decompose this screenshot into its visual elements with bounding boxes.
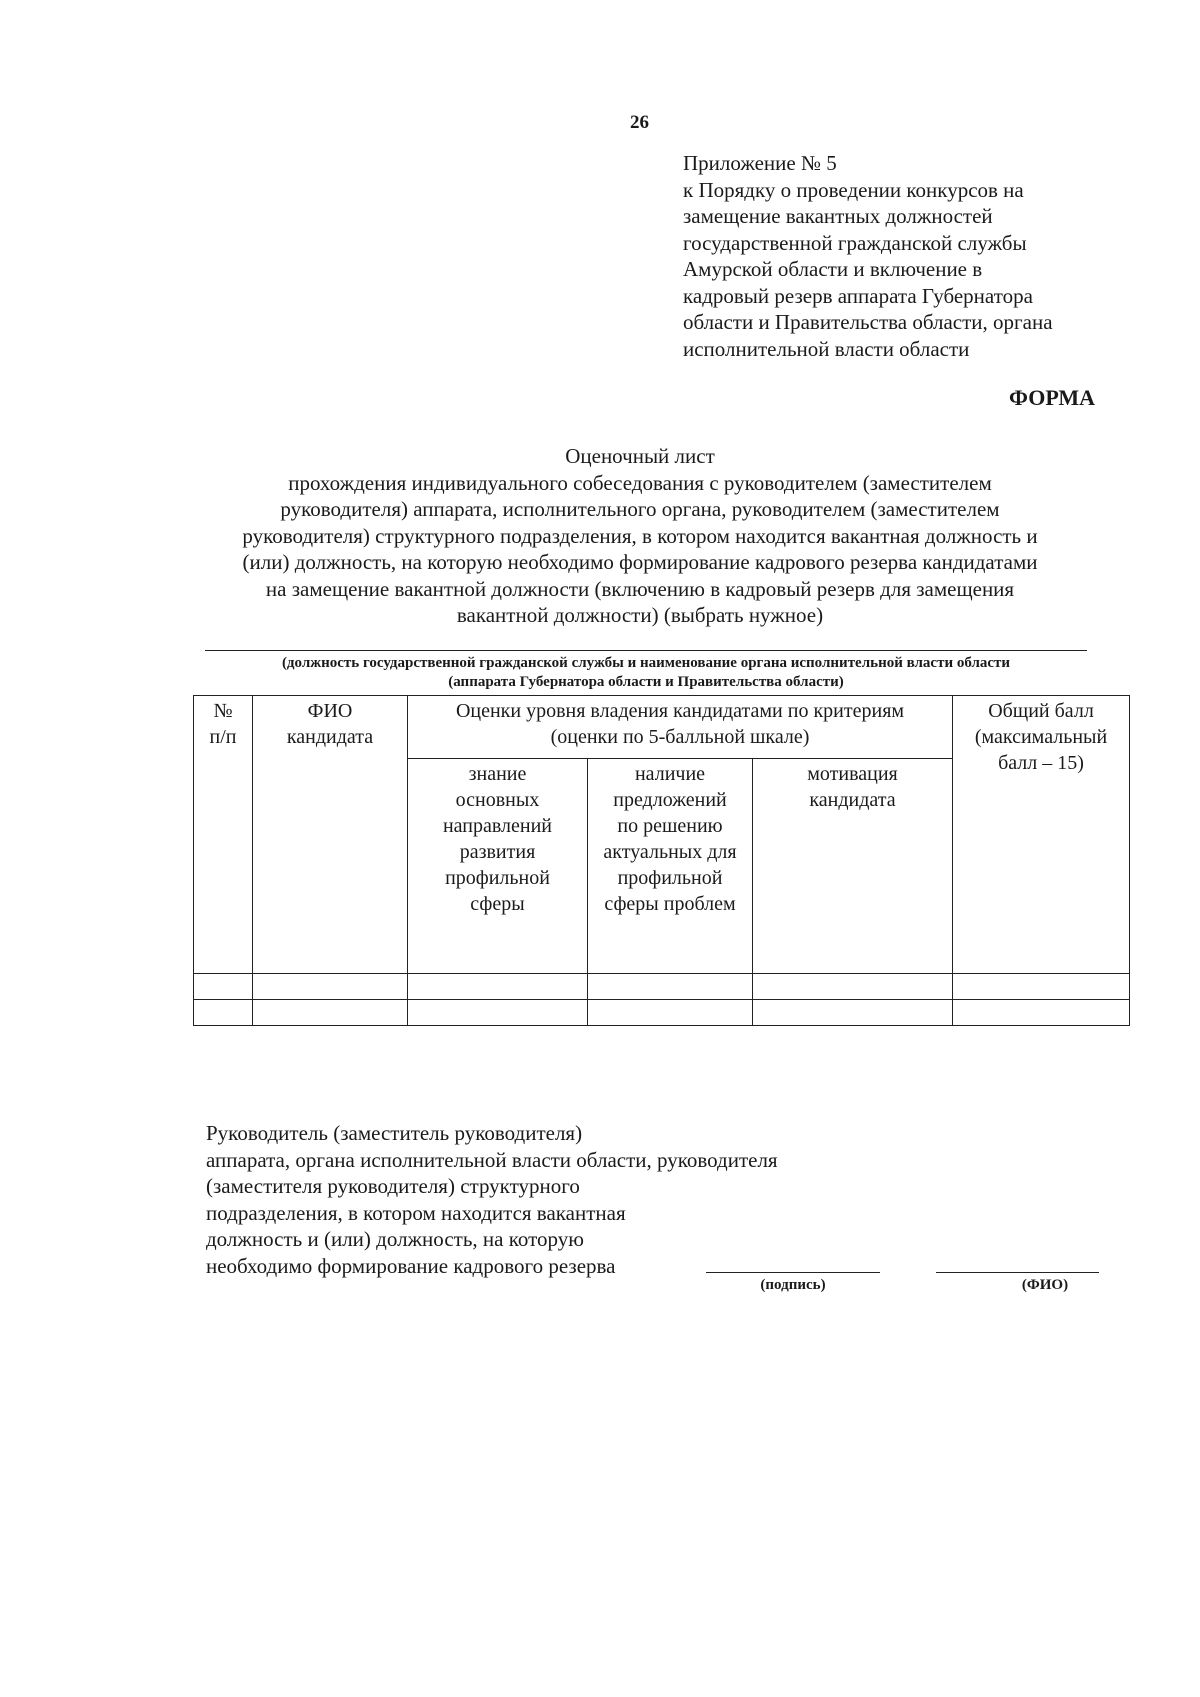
table-row [194, 1000, 1130, 1026]
fio-fill-line[interactable] [936, 1272, 1099, 1273]
page-number: 26 [630, 112, 649, 133]
position-caption [205, 654, 1087, 692]
signature-line: должность и (или) должность, на которую [206, 1227, 584, 1251]
signature-fill-line[interactable] [706, 1272, 880, 1273]
signature-line: подразделения, в котором находится вакантная [206, 1200, 626, 1225]
cell-total-score[interactable] [953, 974, 1130, 1000]
position-caption-line: (должность государственной гражданской службы и наименование органа исполнительной власти области [281, 655, 1011, 671]
document-title [200, 443, 1080, 629]
appendix-line: исполнительной власти области [683, 336, 970, 361]
evaluation-table [193, 695, 1130, 1026]
appendix-line: государственной гражданской службы [683, 230, 1027, 255]
title-line: вакантной должности) (выбрать нужное) [456, 603, 824, 627]
cell-number[interactable] [194, 1000, 253, 1026]
form-label: ФОРМА [1009, 385, 1095, 410]
cell-motivation-score[interactable] [753, 1000, 953, 1026]
position-fill-line[interactable] [205, 650, 1087, 651]
appendix-line: кадровый резерв аппарата Губернатора [683, 283, 1033, 308]
cell-knowledge-score[interactable] [408, 1000, 588, 1026]
title-line: на замещение вакантной должности (включению в кадровый резерв для замещения [265, 576, 1015, 601]
title-line: руководителя) аппарата, исполнительного органа, руководителем (заместителем [280, 497, 1000, 521]
cell-knowledge-score[interactable] [408, 974, 588, 1000]
signature-line: Руководитель (заместитель руководителя) [206, 1121, 583, 1145]
appendix-line: области и Правительства области, органа [683, 310, 1053, 334]
table-header-row [194, 696, 1130, 759]
cell-fio[interactable] [253, 1000, 408, 1026]
fio-caption: (ФИО) [1021, 1277, 1069, 1293]
cell-number[interactable] [194, 974, 253, 1000]
signature-caption: (подпись) [760, 1277, 826, 1293]
cell-proposals-score[interactable] [588, 1000, 753, 1026]
signature-line: аппарата, органа исполнительной власти области, руководителя [206, 1147, 778, 1172]
signature-line: (заместителя руководителя) структурного [206, 1174, 580, 1198]
table-row [194, 974, 1130, 1000]
appendix-line: Приложение № 5 [683, 151, 837, 175]
col-scores-header: Оценки уровня владения кандидатами по критериям (оценки по 5-балльной шкале) [408, 696, 953, 759]
col-number-header: № п/п [194, 696, 253, 974]
position-caption-line: (аппарата Губернатора области и Правительства области) [448, 674, 844, 690]
cell-total-score[interactable] [953, 1000, 1130, 1026]
cell-fio[interactable] [253, 974, 408, 1000]
title-line: (или) должность, на которую необходимо формирование кадрового резерва кандидатами [242, 550, 1038, 574]
criterion-knowledge-header: знание основных направлений развития профильной сферы [408, 759, 588, 974]
appendix-line: замещение вакантных должностей [683, 204, 993, 228]
title-line: руководителя) структурного подразделения, в котором находится вакантная должность и [242, 523, 1038, 548]
title-line: прохождения индивидуального собеседования с руководителем (заместителем [288, 470, 992, 495]
col-fio-header: ФИО кандидата [253, 696, 408, 974]
appendix-header [683, 150, 1103, 362]
signature-block [206, 1120, 856, 1279]
criterion-proposals-header: наличие предложений по решению актуальных для профильной сферы проблем [588, 759, 753, 974]
appendix-line: Амурской области и включение в [683, 257, 983, 281]
signature-line: необходимо формирование кадрового резерва [206, 1253, 616, 1278]
appendix-line: к Порядку о проведении конкурсов на [683, 177, 1024, 202]
title-line: Оценочный лист [565, 444, 715, 468]
col-total-header: Общий балл (максимальный балл – 15) [953, 696, 1130, 974]
cell-motivation-score[interactable] [753, 974, 953, 1000]
criterion-motivation-header: мотивация кандидата [753, 759, 953, 974]
cell-proposals-score[interactable] [588, 974, 753, 1000]
